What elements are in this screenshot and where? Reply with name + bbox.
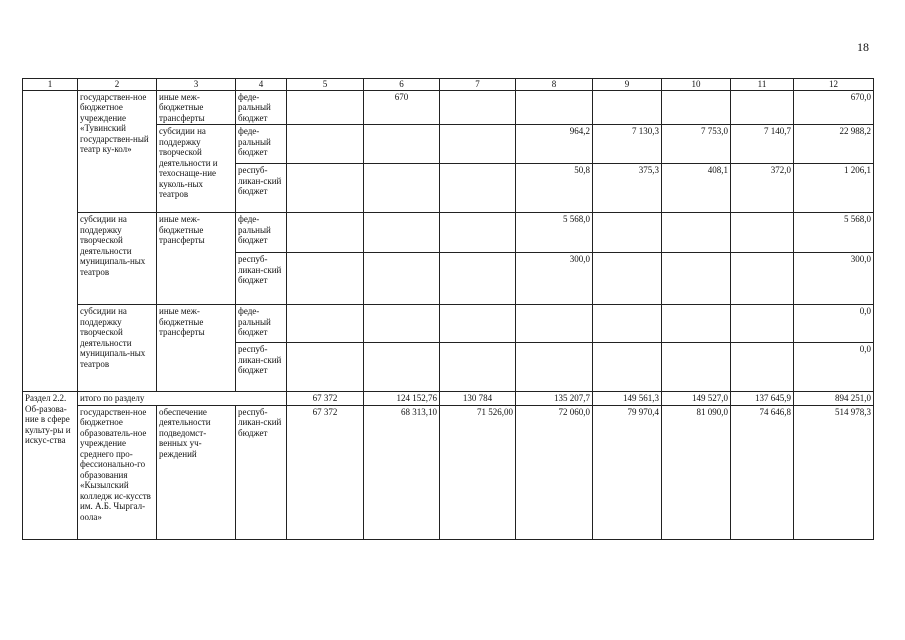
value-cell: 0,0 [794,305,874,343]
value-cell: 0,0 [794,343,874,392]
value-cell [440,213,516,253]
col-header: 12 [794,79,874,91]
value-cell [593,305,662,343]
budget-table [22,78,874,540]
value-cell [662,253,731,305]
section-cell [23,90,78,392]
value-cell: 22 988,2 [794,125,874,164]
value-cell: 372,0 [731,164,794,213]
value-cell [731,253,794,305]
value-cell [516,90,593,125]
value-cell: 74 646,8 [731,405,794,539]
col-header: 5 [287,79,364,91]
table-row [23,213,874,253]
value-cell [662,343,731,392]
org-cell: субсидии на поддержку творческой деятельности муниципаль-ных театров [78,305,157,392]
value-cell: 50,8 [516,164,593,213]
value-cell [440,125,516,164]
direction-cell: иные меж-бюджетные трансферты [157,90,236,125]
value-cell: 72 060,0 [516,405,593,539]
value-cell [731,305,794,343]
source-cell: феде-ральный бюджет [236,305,287,343]
col-header: 6 [364,79,440,91]
table-row [23,392,874,406]
value-cell [662,90,731,125]
value-cell: 5 568,0 [794,213,874,253]
value-cell: 375,3 [593,164,662,213]
value-cell [731,213,794,253]
source-cell: феде-ральный бюджет [236,125,287,164]
value-cell [364,213,440,253]
value-cell [287,305,364,343]
value-cell: 135 207,7 [516,392,593,406]
value-cell [440,164,516,213]
value-cell: 81 090,0 [662,405,731,539]
value-cell [364,305,440,343]
org-cell: государствен-ное бюджетное учреждение «Тувинский государствен-ный театр ку-кол» [78,90,157,213]
section-cell: Раздел 2.2. Об-разова-ние в сфере культу-ры и искус-ства [23,392,78,540]
value-cell [287,90,364,125]
value-cell: 894 251,0 [794,392,874,406]
value-cell: 149 527,0 [662,392,731,406]
header-row [23,79,874,91]
org-cell: субсидии на поддержку творческой деятельности муниципаль-ных театров [78,213,157,305]
value-cell: 5 568,0 [516,213,593,253]
value-cell: 670,0 [794,90,874,125]
value-cell [516,343,593,392]
source-cell: респуб-ликан-ский бюджет [236,405,287,539]
source-cell: респуб-ликан-ский бюджет [236,164,287,213]
col-header: 11 [731,79,794,91]
col-header: 8 [516,79,593,91]
direction-cell: иные меж-бюджетные трансферты [157,213,236,305]
value-cell [287,125,364,164]
value-cell: 79 970,4 [593,405,662,539]
value-cell [731,90,794,125]
col-header: 9 [593,79,662,91]
source-cell: респуб-ликан-ский бюджет [236,343,287,392]
source-cell: феде-ральный бюджет [236,213,287,253]
col-header: 2 [78,79,157,91]
value-cell [662,305,731,343]
value-cell [440,253,516,305]
table-row [23,405,874,539]
value-cell [364,125,440,164]
value-cell: 149 561,3 [593,392,662,406]
total-label: итого по разделу [78,392,287,406]
value-cell [593,253,662,305]
value-cell: 7 140,7 [731,125,794,164]
direction-cell: иные меж-бюджетные трансферты [157,305,236,392]
col-header: 3 [157,79,236,91]
col-header: 1 [23,79,78,91]
value-cell [593,343,662,392]
col-header: 7 [440,79,516,91]
value-cell [287,343,364,392]
table-row [23,90,874,125]
value-cell [662,213,731,253]
value-cell [731,343,794,392]
value-cell [287,213,364,253]
value-cell: 7 130,3 [593,125,662,164]
value-cell [516,305,593,343]
value-cell: 67 372 [287,405,364,539]
source-cell: феде-ральный бюджет [236,90,287,125]
page-number: 18 [857,40,869,54]
value-cell [593,90,662,125]
value-cell: 137 645,9 [731,392,794,406]
value-cell: 514 978,3 [794,405,874,539]
value-cell [440,305,516,343]
value-cell: 300,0 [516,253,593,305]
value-cell [364,253,440,305]
value-cell [364,164,440,213]
table-row [23,305,874,343]
value-cell: 68 313,10 [364,405,440,539]
source-cell: респуб-ликан-ский бюджет [236,253,287,305]
value-cell [364,343,440,392]
value-cell: 670 [364,90,440,125]
value-cell: 964,2 [516,125,593,164]
direction-cell: обеспечение деятельности подведомст-венных уч-реждений [157,405,236,539]
value-cell [287,164,364,213]
value-cell [440,90,516,125]
value-cell [440,343,516,392]
value-cell [287,253,364,305]
value-cell: 67 372 [287,392,364,406]
value-cell: 7 753,0 [662,125,731,164]
col-header: 10 [662,79,731,91]
col-header: 4 [236,79,287,91]
value-cell: 300,0 [794,253,874,305]
value-cell: 1 206,1 [794,164,874,213]
org-cell: государствен-ное бюджетное образователь-ное учреждение среднего про-фессионально-го образования «Кызылский колледж ис-кусств им. А.Б. Чыргал-оола» [78,405,157,539]
value-cell [593,213,662,253]
value-cell: 408,1 [662,164,731,213]
value-cell: 124 152,76 [364,392,440,406]
value-cell: 71 526,00 [440,405,516,539]
direction-cell: субсидии на поддержку творческой деятельности и техоснаще-ние куколь-ных театров [157,125,236,213]
value-cell: 130 784 [440,392,516,406]
